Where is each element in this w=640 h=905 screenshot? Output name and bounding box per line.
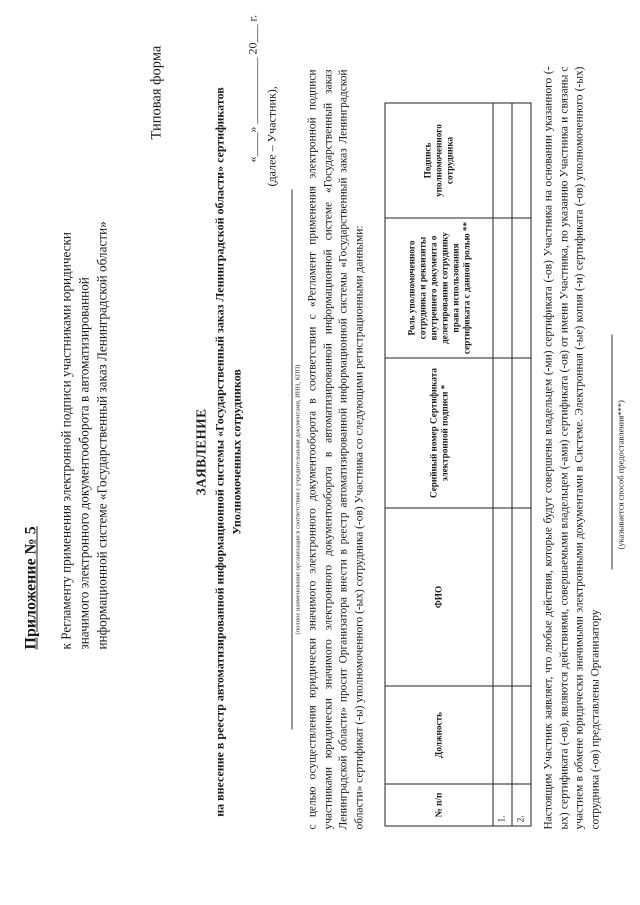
table-cell[interactable] [493,358,512,508]
table-cell[interactable] [493,686,512,784]
form-type-label: Типовая форма [148,45,165,140]
organization-blank-line[interactable] [278,190,293,730]
header-signature: Подпись уполномоченного сотрудника [385,103,493,218]
document-subtitle-2: Уполномоченных сотрудников [229,369,244,535]
table-cell: 1. [493,784,512,826]
participant-suffix: (далее – Участник), [264,86,279,187]
table-cell[interactable] [493,103,512,218]
header-certificate-serial: Серийный номер Сертификата электронной подписи * [385,358,493,508]
document-subtitle: на внесение в реестр автоматизированной информационной системы «Государственный заказ Ленинградской области» сертификатов [212,87,227,817]
paragraph-declaration [542,67,604,830]
header-position: Должность [385,686,493,784]
rotated-sheet [1,0,640,905]
electronic-copy-text: Электронная (-ые) копия (-и) сертификата (-ов) уполномоченного (-ых) сотрудника (-ов) представлены Организатору [573,66,602,830]
table-cell: 2. [512,784,531,826]
table-cell[interactable] [493,508,512,686]
date-field[interactable]: «____» ___________ 20___ г. [245,14,260,163]
table-row [493,103,512,826]
table-cell[interactable] [493,218,512,358]
header-full-name: ФИО [385,508,493,686]
registration-table [385,103,532,827]
table-cell[interactable] [512,508,531,686]
declaration-text: Настоящим Участник заявляет, что любые действия, которые будут совершены владельцем (-ми) сертификата (-ов) Участника на основании указанного (-ых) сертификата (-ов), являются действиями, совершаемыми владельцем (-ами) сертификата (-ов) от имени Участника, по указанию Участника и связаны с участием в обмене юридически значимыми электронными документами в Системе. [542,66,586,830]
table-cell[interactable] [512,686,531,784]
document-title: ЗАЯВЛЕНИЕ [193,408,209,496]
reference-line-2: значимого электронного документооборота в автоматизированной [76,277,92,650]
table-row [512,103,531,826]
table-cell[interactable] [512,358,531,508]
provision-method-hint: (указывается способ предоставления***) [615,400,626,550]
appendix-title: Приложение № 5 [22,526,40,650]
reference-line-3: информационной системе «Государственный заказ Ленинградской области» [94,221,110,650]
provision-method-blank-line[interactable] [611,335,613,570]
reference-line-1: к Регламенту применения электронной подписи участниками юридически [58,232,74,650]
organization-hint: (полное наименование организации в соответствии с учредительными документами, ИНН, КПП) [294,364,302,635]
paragraph-request: с целью осуществления юридически значимого электронного документооборота в соответствии с «Регламент применения электронной подписи участниками юридически значимого электронного документооборота в автоматизированной информационной системе «Государственный заказ Ленинградской области» просит Организатора внести в реестр автоматизированной информационной системы «Государственный заказ Ленинградской области» сертификат (-ы) уполномоченного (-ых) сотрудника (-ов) Участника со следующими регистрационными данными: [306,69,366,830]
table-cell[interactable] [512,218,531,358]
registration-table-wrapper [385,104,532,827]
header-role: Роль уполномоченного сотрудника и реквизиты внутреннего документа о делегировании сотруднику права использования сертификата с данной ролью ** [385,218,493,358]
table-cell[interactable] [512,103,531,218]
table-header-row [385,103,493,826]
header-number: № п/п [385,784,493,826]
